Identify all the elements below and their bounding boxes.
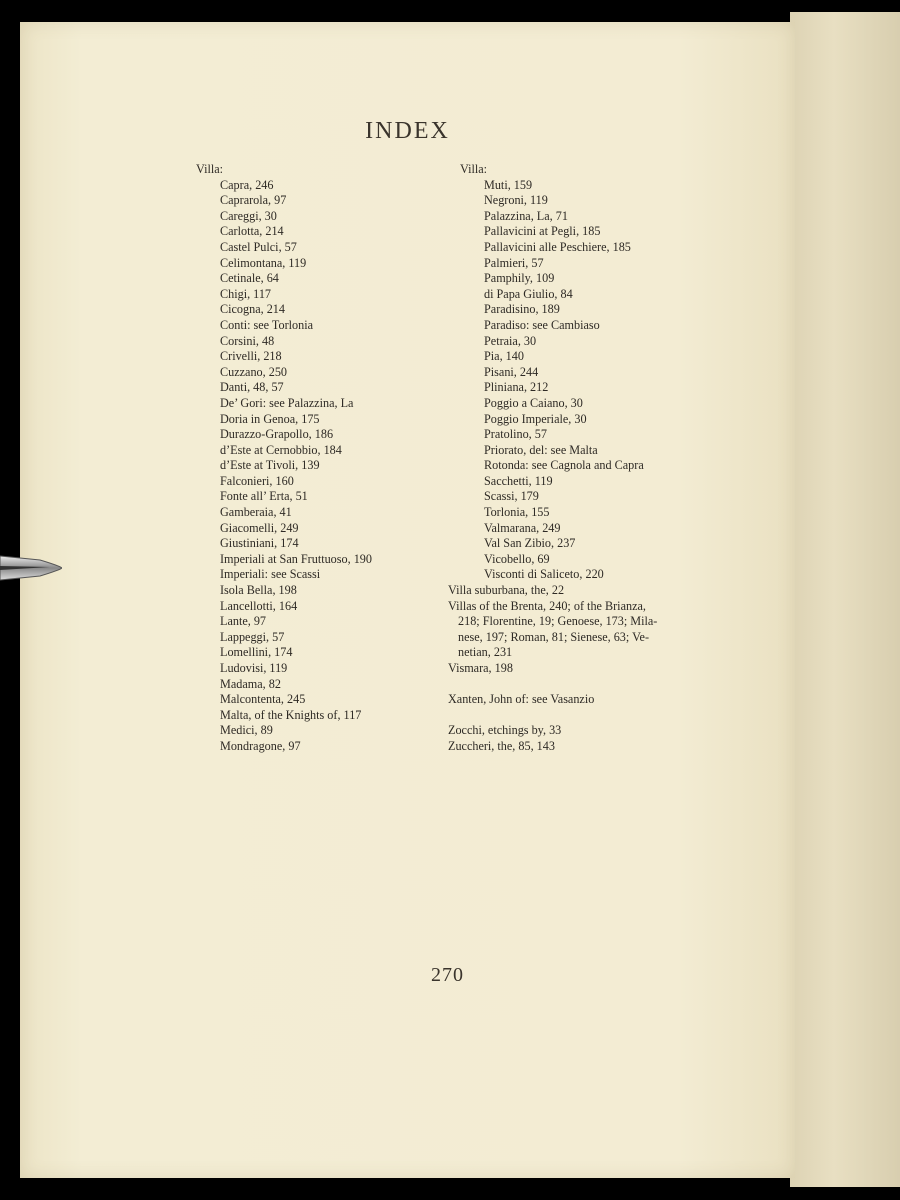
villas-line: 218; Florentine, 19; Genoese, 173; Mila- xyxy=(458,614,658,629)
index-entry: Torlonia, 155 xyxy=(484,505,550,520)
page-number: 270 xyxy=(431,964,464,986)
index-entry: d’Este at Tivoli, 139 xyxy=(220,458,320,473)
index-entry: Medici, 89 xyxy=(220,723,273,738)
index-entry: Palazzina, La, 71 xyxy=(484,208,568,223)
index-entry-xanten: Xanten, John of: see Vasanzio xyxy=(448,692,595,707)
index-entry: Pia, 140 xyxy=(484,349,524,364)
index-entry-villa-suburbana: Villa suburbana, the, 22 xyxy=(448,583,565,598)
villas-line: nese, 197; Roman, 81; Sienese, 63; Ve- xyxy=(458,629,650,644)
index-entry: Falconieri, 160 xyxy=(220,473,294,488)
index-entry-vismara: Vismara, 198 xyxy=(448,661,513,675)
index-entry-zocchi: Zocchi, etchings by, 33 xyxy=(448,723,562,738)
index-entry: Priorato, del: see Malta xyxy=(484,442,598,457)
index-entry: Val San Zibio, 237 xyxy=(484,536,576,551)
index-entry: Celimontana, 119 xyxy=(220,255,307,270)
page-edge xyxy=(790,12,900,1187)
index-entry: Malta, of the Knights of, 117 xyxy=(220,707,362,722)
index-entry: Sacchetti, 119 xyxy=(484,473,553,488)
index-entry: Giustiniani, 174 xyxy=(220,536,299,551)
page-title: INDEX xyxy=(365,118,450,144)
index-entry: Lomellini, 174 xyxy=(220,645,293,660)
index-entry: Conti: see Torlonia xyxy=(220,317,314,332)
index-entry: Paradisino, 189 xyxy=(484,302,560,317)
index-entry: Castel Pulci, 57 xyxy=(220,239,297,254)
book-page xyxy=(20,22,795,1178)
index-entry: Pamphily, 109 xyxy=(484,271,555,286)
left-entries xyxy=(196,178,441,755)
index-entry: Pliniana, 212 xyxy=(484,380,549,395)
index-entry: d’Este at Cernobbio, 184 xyxy=(220,442,342,457)
index-entry: Pallavicini at Pegli, 185 xyxy=(484,224,601,239)
index-entry-villas xyxy=(448,599,708,661)
right-heading: Villa: xyxy=(460,162,488,176)
index-entry-zuccheri: Zuccheri, the, 85, 143 xyxy=(448,738,555,753)
left-column xyxy=(196,162,441,755)
index-entry: Poggio a Caiano, 30 xyxy=(484,395,583,410)
index-entry: Danti, 48, 57 xyxy=(220,380,284,395)
index-entry: Palmieri, 57 xyxy=(484,255,544,270)
right-entries xyxy=(448,178,708,583)
index-entry: Paradiso: see Cambiaso xyxy=(484,317,600,332)
index-entry: Negroni, 119 xyxy=(484,193,548,208)
index-entry: Gamberaia, 41 xyxy=(220,505,292,520)
index-entry: Corsini, 48 xyxy=(220,333,275,348)
index-entry: Careggi, 30 xyxy=(220,208,277,223)
index-entry: Imperiali: see Scassi xyxy=(220,567,321,582)
index-entry: Cicogna, 214 xyxy=(220,302,285,317)
index-entry: Pratolino, 57 xyxy=(484,427,547,442)
index-entry: Poggio Imperiale, 30 xyxy=(484,411,587,426)
index-entry: di Papa Giulio, 84 xyxy=(484,286,573,301)
index-entry: Muti, 159 xyxy=(484,177,533,192)
index-entry: Madama, 82 xyxy=(220,676,281,691)
index-entry: Valmarana, 249 xyxy=(484,520,561,535)
bookmark-clip-icon xyxy=(0,552,62,582)
index-entry: Crivelli, 218 xyxy=(220,349,282,364)
index-entry: Pisani, 244 xyxy=(484,364,539,379)
index-entry: Isola Bella, 198 xyxy=(220,583,297,598)
index-entry: De’ Gori: see Palazzina, La xyxy=(220,395,354,410)
index-entry: Scassi, 179 xyxy=(484,489,539,504)
index-entry: Lante, 97 xyxy=(220,614,267,629)
index-entry: Doria in Genoa, 175 xyxy=(220,411,320,426)
index-entry: Lappeggi, 57 xyxy=(220,629,285,644)
index-entry: Ludovisi, 119 xyxy=(220,661,288,675)
index-entry: Cuzzano, 250 xyxy=(220,364,288,379)
index-entry: Capra, 246 xyxy=(220,177,274,192)
index-entry: Giacomelli, 249 xyxy=(220,520,299,535)
index-entry: Petraia, 30 xyxy=(484,333,537,348)
index-entry: Mondragone, 97 xyxy=(220,738,301,753)
index-entry: Chigi, 117 xyxy=(220,286,272,301)
index-entry: Malcontenta, 245 xyxy=(220,692,306,707)
index-entry: Imperiali at San Fruttuoso, 190 xyxy=(220,551,372,566)
index-entry: Durazzo-Grapollo, 186 xyxy=(220,427,334,442)
index-entry: Rotonda: see Cagnola and Capra xyxy=(484,458,644,473)
villas-line: Villas of the Brenta, 240; of the Brianza, xyxy=(448,598,646,613)
index-entry: Fonte all’ Erta, 51 xyxy=(220,489,308,504)
index-entry: Carlotta, 214 xyxy=(220,224,284,239)
index-entry: Vicobello, 69 xyxy=(484,551,550,566)
index-entry: Cetinale, 64 xyxy=(220,271,279,286)
index-entry: Lancellotti, 164 xyxy=(220,598,298,613)
index-entry: Caprarola, 97 xyxy=(220,193,287,208)
right-column xyxy=(448,162,708,755)
index-entry: Visconti di Saliceto, 220 xyxy=(484,567,604,582)
index-entry: Pallavicini alle Peschiere, 185 xyxy=(484,239,631,254)
villas-line: netian, 231 xyxy=(458,645,513,660)
left-heading: Villa: xyxy=(196,162,224,176)
